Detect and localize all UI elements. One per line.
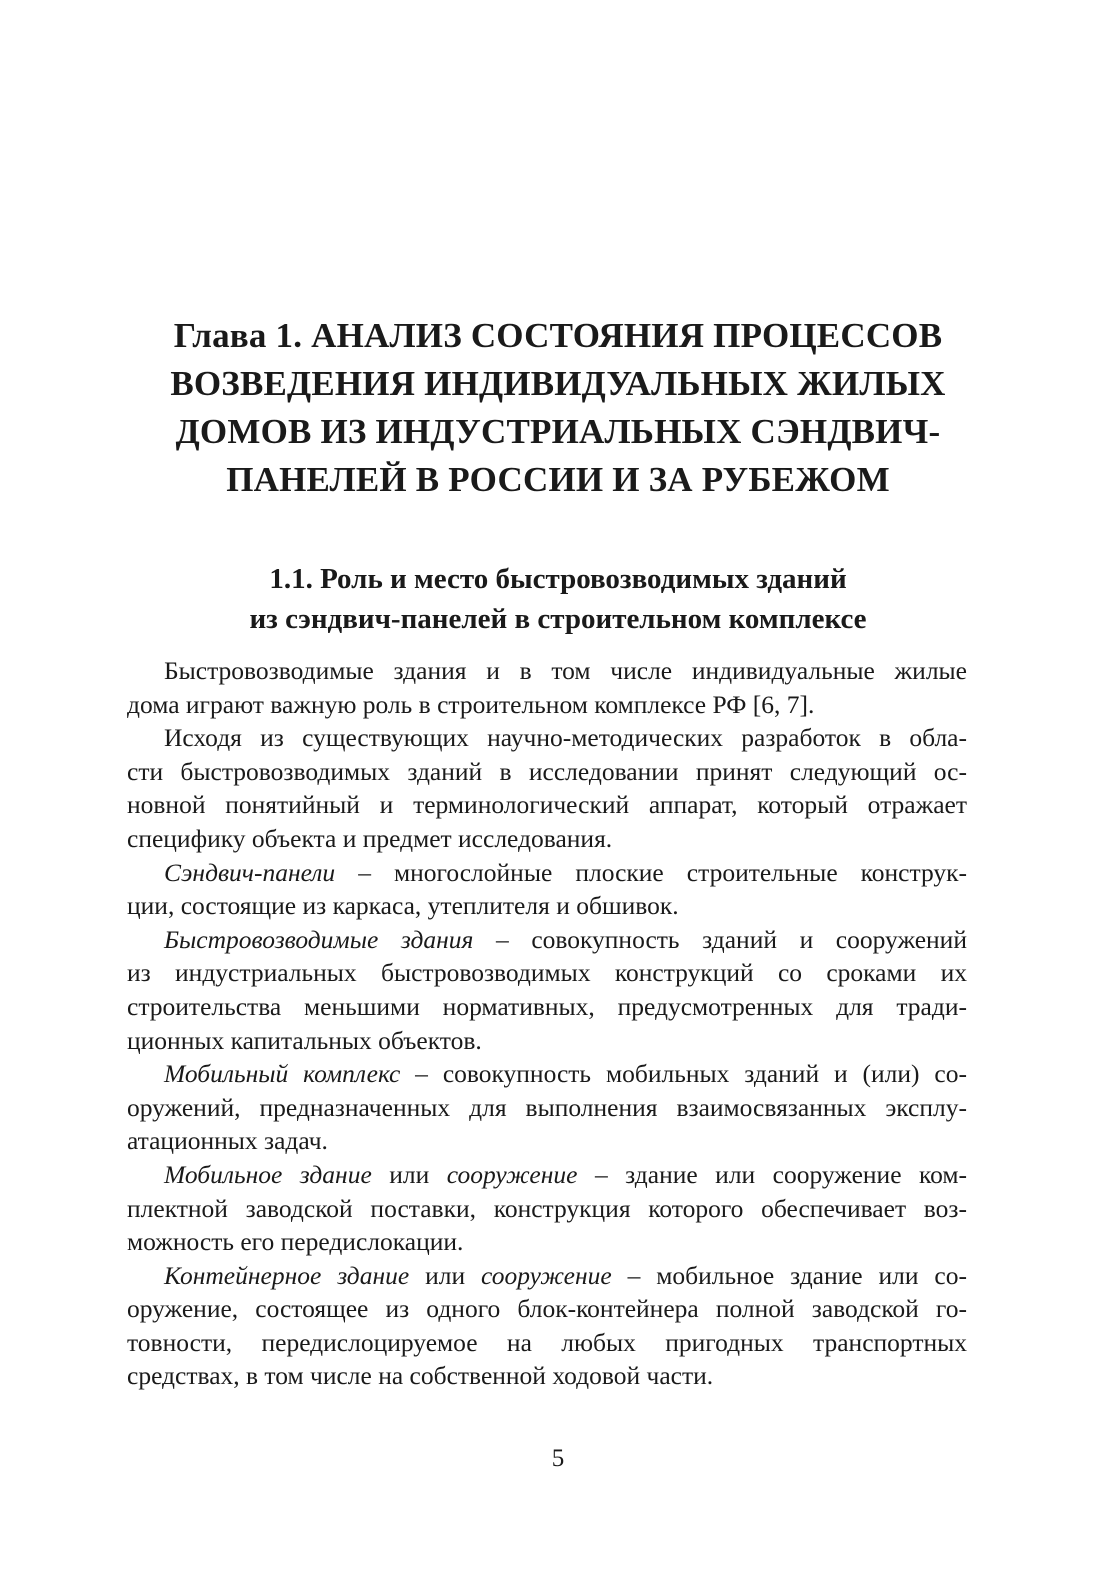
paragraph-intro	[127, 654, 967, 721]
defined-term: Мобильный комплекс	[164, 1059, 401, 1089]
chapter-title	[120, 312, 996, 504]
section-title-line: из сэндвич-панелей в строительном комплексе	[249, 603, 867, 635]
text-line: оружение, состоящее из одного блок-контейнера полной заводской го-	[127, 1294, 967, 1324]
chapter-title-line: Глава 1. АНАЛИЗ СОСТОЯНИЯ ПРОЦЕССОВ	[173, 316, 943, 355]
defined-term: Мобильное здание	[164, 1159, 372, 1189]
defined-term: сооружение	[446, 1159, 578, 1189]
definition-text: – здание или сооружение ком-	[577, 1159, 967, 1189]
text-line: плектной заводской поставки, конструкция которого обеспечивает воз-	[127, 1193, 967, 1223]
text-line: Быстровозводимые здания и в том числе индивидуальные жилые	[164, 656, 967, 685]
section-title-line: 1.1. Роль и место быстровозводимых зданий	[269, 563, 847, 595]
text-line: новной понятийный и терминологический аппарат, который отражает	[127, 790, 967, 820]
text-line: товности, передислоцируемое на любых пригодных транспортных	[127, 1327, 967, 1357]
text-line	[127, 1259, 967, 1293]
connector-text: или	[409, 1260, 482, 1290]
defined-term: сооружение	[481, 1260, 612, 1290]
text-line	[127, 923, 967, 957]
text-line: ционных капитальных объектов.	[127, 1025, 482, 1055]
chapter-title-line: ВОЗВЕДЕНИЯ ИНДИВИДУАЛЬНЫХ ЖИЛЫХ	[170, 364, 946, 403]
text-line: дома играют важную роль в строительном комплексе РФ [6, 7].	[127, 689, 815, 719]
definition-mobile-complex	[127, 1057, 967, 1158]
text-line: строительства меньшими нормативных, предусмотренных для тради-	[127, 991, 967, 1021]
section-title	[120, 559, 996, 639]
text-line	[127, 1158, 967, 1192]
definition-text: – совокупность мобильных зданий и (или) со-	[400, 1059, 967, 1089]
defined-term: Сэндвич-панели	[164, 857, 336, 887]
definition-container-building	[127, 1259, 967, 1393]
definition-text: – мобильное здание или со-	[611, 1260, 967, 1290]
chapter-title-line: ПАНЕЛЕЙ В РОССИИ И ЗА РУБЕЖОМ	[226, 460, 890, 499]
connector-text: или	[371, 1159, 447, 1189]
definition-sandwich-panels	[127, 856, 967, 923]
text-line: ции, состоящие из каркаса, утеплителя и обшивок.	[127, 891, 679, 921]
text-line	[127, 1057, 967, 1091]
text-line: средствах, в том числе на собственной ходовой части.	[127, 1361, 714, 1391]
defined-term: Быстровозводимые здания	[164, 924, 474, 954]
defined-term: Контейнерное здание	[164, 1260, 410, 1290]
body-text	[127, 654, 967, 1393]
text-line: Исходя из существующих научно-методических разработок в обла-	[164, 723, 967, 753]
text-line: из индустриальных быстровозводимых конструкций со сроками их	[127, 958, 967, 988]
definition-text: – совокупность зданий и сооружений	[473, 924, 967, 954]
definition-mobile-building	[127, 1158, 967, 1259]
chapter-title-line: ДОМОВ ИЗ ИНДУСТРИАЛЬНЫХ СЭНДВИЧ-	[175, 412, 941, 451]
text-line	[127, 856, 967, 890]
text-line: специфику объекта и предмет исследования.	[127, 823, 613, 853]
text-line: оружений, предназначенных для выполнения взаимосвязанных эксплу-	[127, 1092, 967, 1122]
paragraph-apparatus	[127, 721, 967, 855]
text-line: сти быстровозводимых зданий в исследовании принят следующий ос-	[127, 756, 967, 786]
text-line: можность его передислокации.	[127, 1227, 464, 1257]
definition-text: – многослойные плоские строительные конструк-	[335, 857, 967, 887]
text-line: атационных задач.	[127, 1126, 328, 1156]
definition-quick-build	[127, 923, 967, 1057]
page-number: 5	[551, 1445, 565, 1472]
